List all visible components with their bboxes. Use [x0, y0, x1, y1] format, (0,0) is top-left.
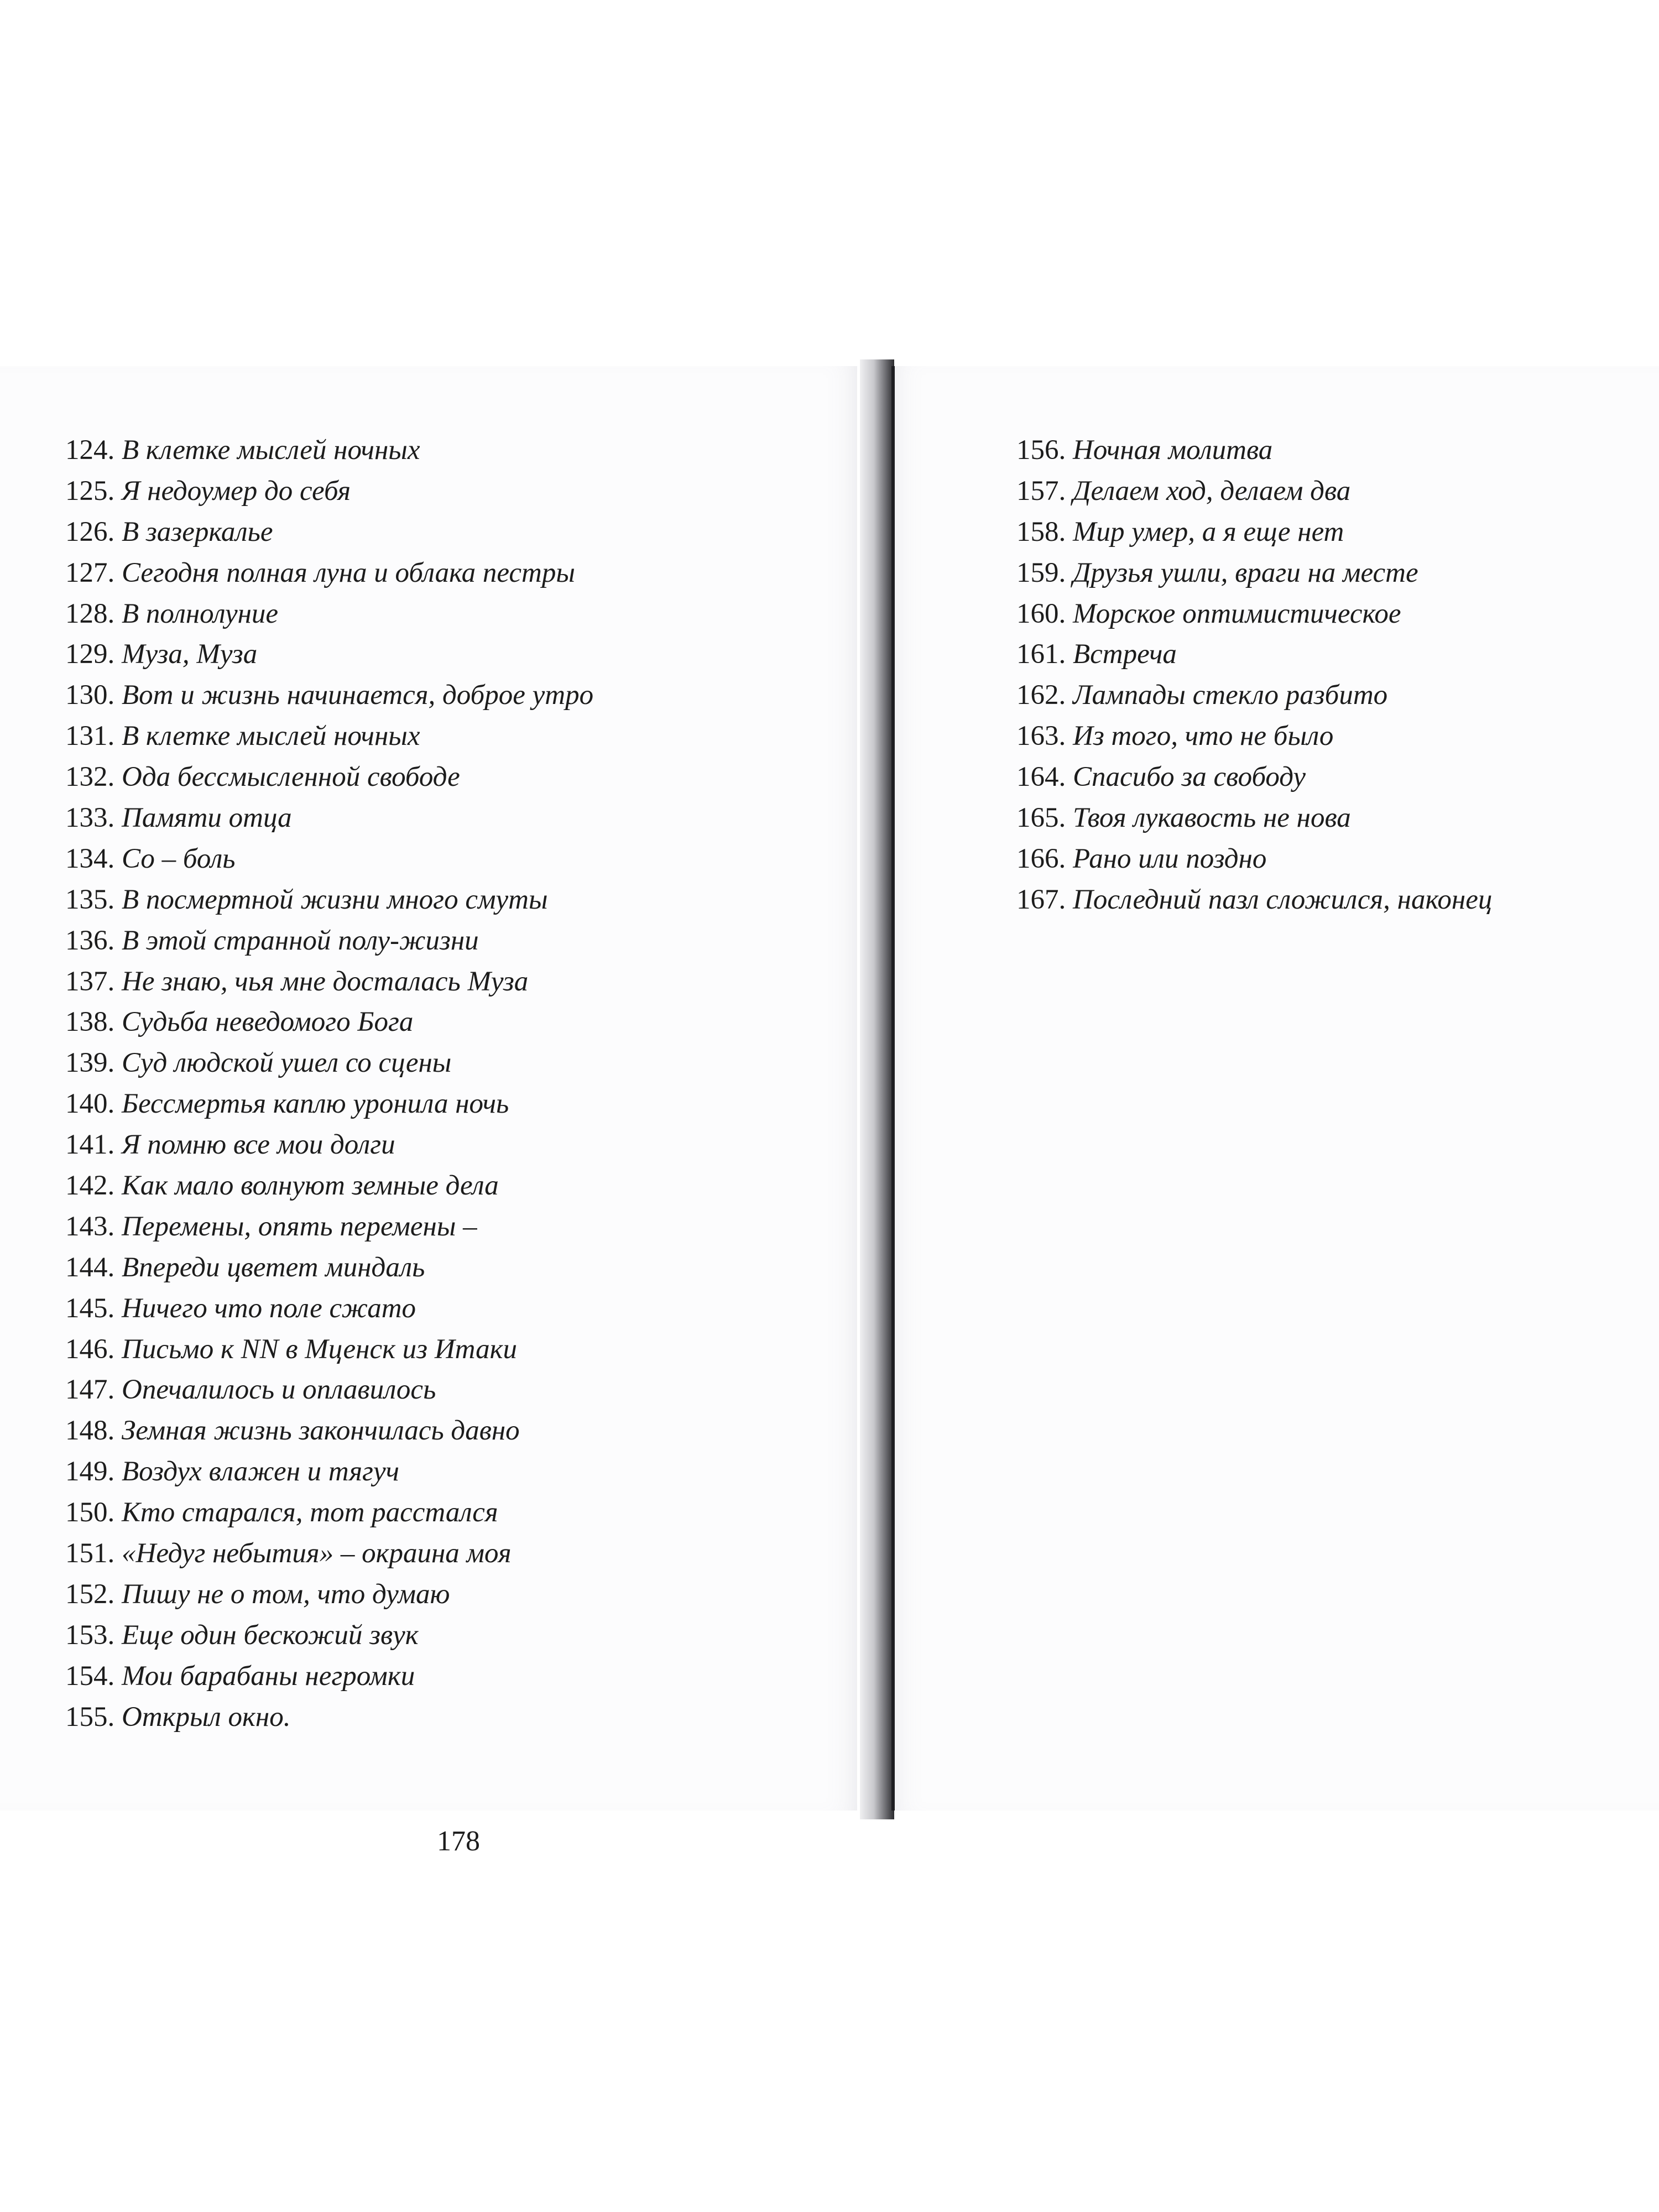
toc-entry: [1016, 512, 1492, 553]
toc-entry: [65, 1656, 593, 1697]
toc-entry-title: Я недоумер до себя: [122, 475, 351, 507]
toc-entry-number: 166.: [1016, 843, 1066, 874]
toc-entry: [1016, 594, 1492, 635]
toc-entry: [65, 1288, 593, 1329]
toc-entry: [65, 1370, 593, 1411]
toc-entry-title: Встреча: [1073, 639, 1177, 670]
toc-entry: [1016, 553, 1492, 594]
toc-entry-title: В клетке мыслей ночных: [122, 435, 420, 466]
toc-entry-number: 148.: [65, 1415, 115, 1447]
toc-entry: [65, 1125, 593, 1166]
toc-entry: [65, 634, 593, 675]
toc-entry-title: Открыл окно.: [122, 1701, 291, 1733]
toc-entry: [1016, 716, 1492, 757]
toc-entry: [65, 1574, 593, 1615]
toc-entry-title: Памяти отца: [122, 802, 292, 834]
toc-entry-number: 155.: [65, 1701, 115, 1733]
toc-entry: [65, 1002, 593, 1043]
toc-entry-title: Не знаю, чья мне досталась Муза: [122, 966, 529, 997]
toc-entry: [65, 594, 593, 635]
toc-entry-number: 145.: [65, 1292, 115, 1324]
toc-entry: [65, 512, 593, 553]
toc-entry-title: Впереди цветет миндаль: [122, 1251, 425, 1283]
toc-entry-title: Я помню все мои долги: [122, 1129, 395, 1161]
toc-entry-title: Опечалилось и оплавилось: [122, 1374, 436, 1406]
toc-entry: [1016, 675, 1492, 716]
toc-entry-title: Из того, что не было: [1073, 721, 1334, 752]
toc-entry-number: 127.: [65, 557, 115, 588]
toc-entry-title: Мои барабаны негромки: [122, 1660, 415, 1692]
toc-entry-number: 136.: [65, 925, 115, 956]
toc-entry-title: Делаем ход, делаем два: [1073, 475, 1351, 507]
toc-entry-number: 126.: [65, 516, 115, 547]
toc-entry: [65, 798, 593, 839]
toc-entry: [65, 1084, 593, 1125]
book-gutter: [860, 359, 894, 1819]
toc-entry: [65, 1166, 593, 1207]
toc-entry-title: Морское оптимистическое: [1073, 598, 1401, 629]
toc-entry-title: Лампады стекло разбито: [1073, 680, 1388, 711]
page-edge-shadow: [891, 366, 895, 1811]
toc-entry-number: 146.: [65, 1333, 115, 1365]
toc-entry-number: 152.: [65, 1578, 115, 1610]
toc-entry: [1016, 839, 1492, 880]
toc-entry-number: 131.: [65, 721, 115, 752]
toc-entry-title: В полнолуние: [122, 598, 279, 629]
toc-entry-title: Вот и жизнь начинается, доброе утро: [122, 680, 594, 711]
toc-entry-title: Спасибо за свободу: [1073, 761, 1306, 793]
toc-entry: [1016, 430, 1492, 471]
toc-entry: [65, 880, 593, 921]
toc-right-list: [1016, 430, 1492, 921]
toc-entry-number: 167.: [1016, 884, 1066, 915]
toc-entry-number: 125.: [65, 475, 115, 507]
toc-entry-title: Еще один бескожий звук: [122, 1619, 419, 1651]
toc-entry: [1016, 798, 1492, 839]
toc-entry-number: 128.: [65, 598, 115, 629]
toc-entry-title: Сегодня полная луна и облака пестры: [122, 557, 575, 588]
toc-entry-title: Твоя лукавость не нова: [1073, 802, 1351, 834]
toc-entry: [65, 921, 593, 962]
toc-entry-number: 130.: [65, 680, 115, 711]
toc-entry-title: В посмертной жизни много смуты: [122, 884, 548, 915]
toc-entry-title: Со – боль: [122, 843, 236, 874]
toc-entry-number: 134.: [65, 843, 115, 874]
toc-entry-number: 159.: [1016, 557, 1066, 588]
toc-entry-title: Последний пазл сложился, наконец: [1073, 884, 1493, 915]
toc-entry-title: Ода бессмысленной свободе: [122, 761, 460, 793]
toc-entry-title: Рано или поздно: [1073, 843, 1267, 874]
toc-entry-number: 157.: [1016, 475, 1066, 507]
toc-entry-number: 143.: [65, 1211, 115, 1242]
toc-entry: [65, 1615, 593, 1656]
toc-entry-title: В клетке мыслей ночных: [122, 721, 420, 752]
toc-entry: [1016, 471, 1492, 512]
toc-entry-title: Кто старался, тот расстался: [122, 1497, 498, 1528]
toc-entry-number: 154.: [65, 1660, 115, 1692]
toc-entry-number: 162.: [1016, 680, 1066, 711]
toc-entry-number: 164.: [1016, 761, 1066, 793]
toc-entry-title: Земная жизнь закончилась давно: [122, 1415, 520, 1447]
toc-entry: [1016, 757, 1492, 798]
toc-entry-number: 135.: [65, 884, 115, 915]
toc-entry-number: 124.: [65, 435, 115, 466]
toc-entry-number: 141.: [65, 1129, 115, 1161]
toc-entry-number: 149.: [65, 1456, 115, 1488]
toc-entry-title: Друзья ушли, враги на месте: [1073, 557, 1418, 588]
toc-entry-number: 142.: [65, 1170, 115, 1202]
toc-entry-number: 129.: [65, 639, 115, 670]
toc-entry-title: Ночная молитва: [1073, 435, 1273, 466]
toc-entry-number: 140.: [65, 1088, 115, 1120]
toc-entry-title: В этой странной полу-жизни: [122, 925, 479, 956]
toc-entry-number: 160.: [1016, 598, 1066, 629]
toc-entry-number: 153.: [65, 1619, 115, 1651]
toc-entry-title: Судьба неведомого Бога: [122, 1006, 414, 1038]
toc-entry-title: Письмо к NN в Мценск из Итаки: [122, 1333, 517, 1365]
toc-entry-title: Ничего что поле сжато: [122, 1292, 416, 1324]
toc-entry-title: Мир умер, а я еще нет: [1073, 516, 1344, 547]
toc-entry: [65, 962, 593, 1003]
toc-left-list: [65, 430, 593, 1738]
toc-entry-title: Как мало волнуют земные дела: [122, 1170, 499, 1202]
toc-entry: [65, 1207, 593, 1248]
toc-entry-number: 158.: [1016, 516, 1066, 547]
toc-entry-number: 132.: [65, 761, 115, 793]
toc-entry: [1016, 880, 1492, 921]
toc-entry-number: 156.: [1016, 435, 1066, 466]
toc-entry: [65, 430, 593, 471]
toc-entry-number: 150.: [65, 1497, 115, 1528]
toc-entry: [65, 1452, 593, 1493]
toc-entry-number: 133.: [65, 802, 115, 834]
toc-entry: [1016, 634, 1492, 675]
toc-entry-number: 165.: [1016, 802, 1066, 834]
toc-entry-number: 163.: [1016, 721, 1066, 752]
toc-entry: [65, 839, 593, 880]
toc-entry: [65, 757, 593, 798]
toc-entry: [65, 1411, 593, 1452]
toc-entry: [65, 1329, 593, 1370]
toc-entry: [65, 1043, 593, 1084]
toc-entry: [65, 1248, 593, 1288]
toc-entry-number: 147.: [65, 1374, 115, 1406]
toc-entry-number: 144.: [65, 1251, 115, 1283]
toc-entry: [65, 471, 593, 512]
toc-entry-number: 151.: [65, 1538, 115, 1569]
page-number: 178: [437, 1825, 480, 1857]
toc-entry: [65, 675, 593, 716]
toc-entry-title: В зазеркалье: [122, 516, 273, 547]
toc-entry: [65, 1493, 593, 1533]
toc-entry-number: 139.: [65, 1047, 115, 1079]
toc-entry: [65, 1533, 593, 1574]
toc-entry: [65, 716, 593, 757]
toc-entry-title: Воздух влажен и тягуч: [122, 1456, 399, 1488]
toc-entry-number: 161.: [1016, 639, 1066, 670]
toc-entry-title: Муза, Муза: [122, 639, 258, 670]
toc-entry-title: Суд людской ушел со сцены: [122, 1047, 452, 1079]
toc-entry-title: «Недуг небытия» – окраина моя: [122, 1538, 512, 1569]
toc-entry: [65, 553, 593, 594]
toc-entry: [65, 1697, 593, 1738]
toc-entry-title: Перемены, опять перемены –: [122, 1211, 477, 1242]
toc-entry-number: 137.: [65, 966, 115, 997]
toc-entry-number: 138.: [65, 1006, 115, 1038]
toc-entry-title: Бессмертья каплю уронила ночь: [122, 1088, 509, 1120]
toc-entry-title: Пишу не о том, что думаю: [122, 1578, 450, 1610]
